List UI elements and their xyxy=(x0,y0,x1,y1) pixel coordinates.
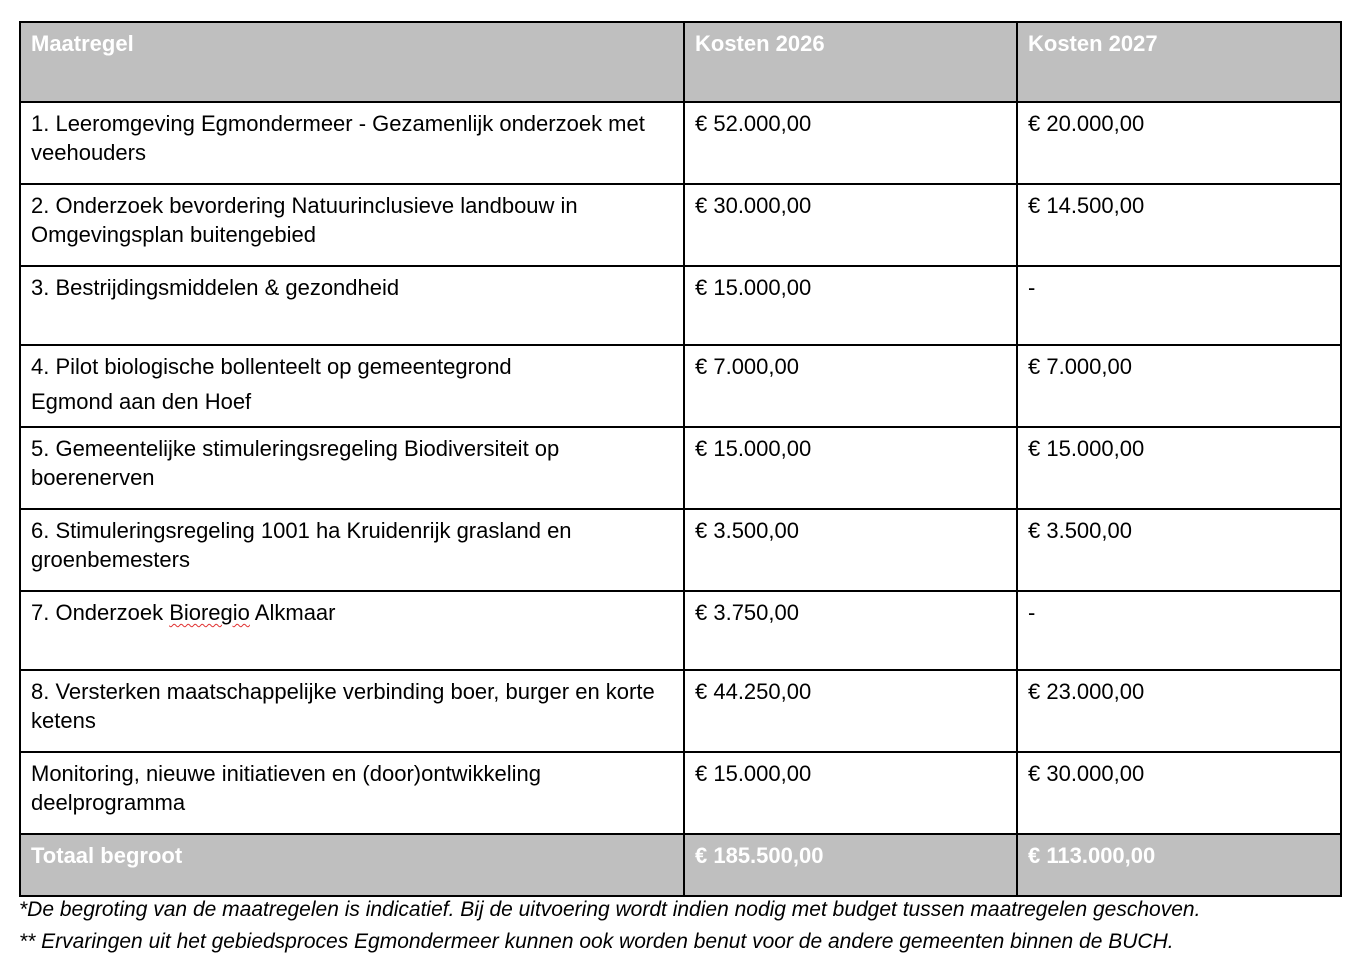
header-cost-2026: Kosten 2026 xyxy=(684,22,1017,102)
table-row xyxy=(20,509,1341,591)
total-label: Totaal begroot xyxy=(20,834,684,896)
measure-line-2: Egmond aan den Hoef xyxy=(31,389,252,414)
cost-2027-cell: € 14.500,00 xyxy=(1017,184,1341,266)
table-header xyxy=(20,22,1341,102)
cost-2027-cell: € 7.000,00 xyxy=(1017,345,1341,427)
cost-2026-cell: € 44.250,00 xyxy=(684,670,1017,752)
cost-2027-cell: - xyxy=(1017,591,1341,670)
header-cost-2027: Kosten 2027 xyxy=(1017,22,1341,102)
measure-cell: 5. Gemeentelijke stimuleringsregeling Biodiversiteit op boerenerven xyxy=(20,427,684,509)
cost-2027-cell: € 30.000,00 xyxy=(1017,752,1341,834)
measure-suffix: Alkmaar xyxy=(249,600,336,625)
table-row xyxy=(20,266,1341,345)
measure-cell xyxy=(20,591,684,670)
footnote-buch: ** Ervaringen uit het gebiedsproces Egmondermeer kunnen ook worden benut voor de andere gemeenten binnen de BUCH. xyxy=(19,930,1174,953)
table-row xyxy=(20,427,1341,509)
measure-cell: 3. Bestrijdingsmiddelen & gezondheid xyxy=(20,266,684,345)
footnote-indicative: *De begroting van de maatregelen is indicatief. Bij de uitvoering wordt indien nodig met budget tussen maatregelen geschoven. xyxy=(19,898,1201,921)
cost-2026-cell: € 3.500,00 xyxy=(684,509,1017,591)
table-row xyxy=(20,591,1341,670)
cost-2026-cell: € 15.000,00 xyxy=(684,427,1017,509)
table-row xyxy=(20,345,1341,427)
spellcheck-flagged-word[interactable]: Bioregio xyxy=(169,600,250,625)
total-row xyxy=(20,834,1341,896)
cost-2027-cell: - xyxy=(1017,266,1341,345)
measure-cell: 6. Stimuleringsregeling 1001 ha Kruidenrijk grasland en groenbemesters xyxy=(20,509,684,591)
cost-2027-cell: € 15.000,00 xyxy=(1017,427,1341,509)
total-cost-2027: € 113.000,00 xyxy=(1017,834,1341,896)
measure-cell: 1. Leeromgeving Egmondermeer - Gezamenlijk onderzoek met veehouders xyxy=(20,102,684,184)
table-row xyxy=(20,670,1341,752)
measure-prefix: 7. Onderzoek xyxy=(31,600,170,625)
header-row xyxy=(20,22,1341,102)
header-measure: Maatregel xyxy=(20,22,684,102)
cost-2026-cell: € 52.000,00 xyxy=(684,102,1017,184)
footnotes xyxy=(19,894,1349,958)
cost-2027-cell: € 3.500,00 xyxy=(1017,509,1341,591)
cost-2026-cell: € 15.000,00 xyxy=(684,266,1017,345)
cost-2026-cell: € 3.750,00 xyxy=(684,591,1017,670)
cost-2027-cell: € 20.000,00 xyxy=(1017,102,1341,184)
measure-line-1: 4. Pilot biologische bollenteelt op gemeentegrond xyxy=(31,354,512,379)
measure-cell: 2. Onderzoek bevordering Natuurinclusieve landbouw in Omgevingsplan buitengebied xyxy=(20,184,684,266)
table-row xyxy=(20,102,1341,184)
cost-2027-cell: € 23.000,00 xyxy=(1017,670,1341,752)
table-row xyxy=(20,752,1341,834)
measure-cell xyxy=(20,345,684,427)
cost-2026-cell: € 15.000,00 xyxy=(684,752,1017,834)
cost-2026-cell: € 7.000,00 xyxy=(684,345,1017,427)
table-body xyxy=(20,102,1341,896)
table-row xyxy=(20,184,1341,266)
total-cost-2026: € 185.500,00 xyxy=(684,834,1017,896)
cost-2026-cell: € 30.000,00 xyxy=(684,184,1017,266)
measure-cell: Monitoring, nieuwe initiatieven en (door)ontwikkeling deelprogramma xyxy=(20,752,684,834)
budget-table xyxy=(19,21,1342,897)
measure-cell: 8. Versterken maatschappelijke verbinding boer, burger en korte ketens xyxy=(20,670,684,752)
